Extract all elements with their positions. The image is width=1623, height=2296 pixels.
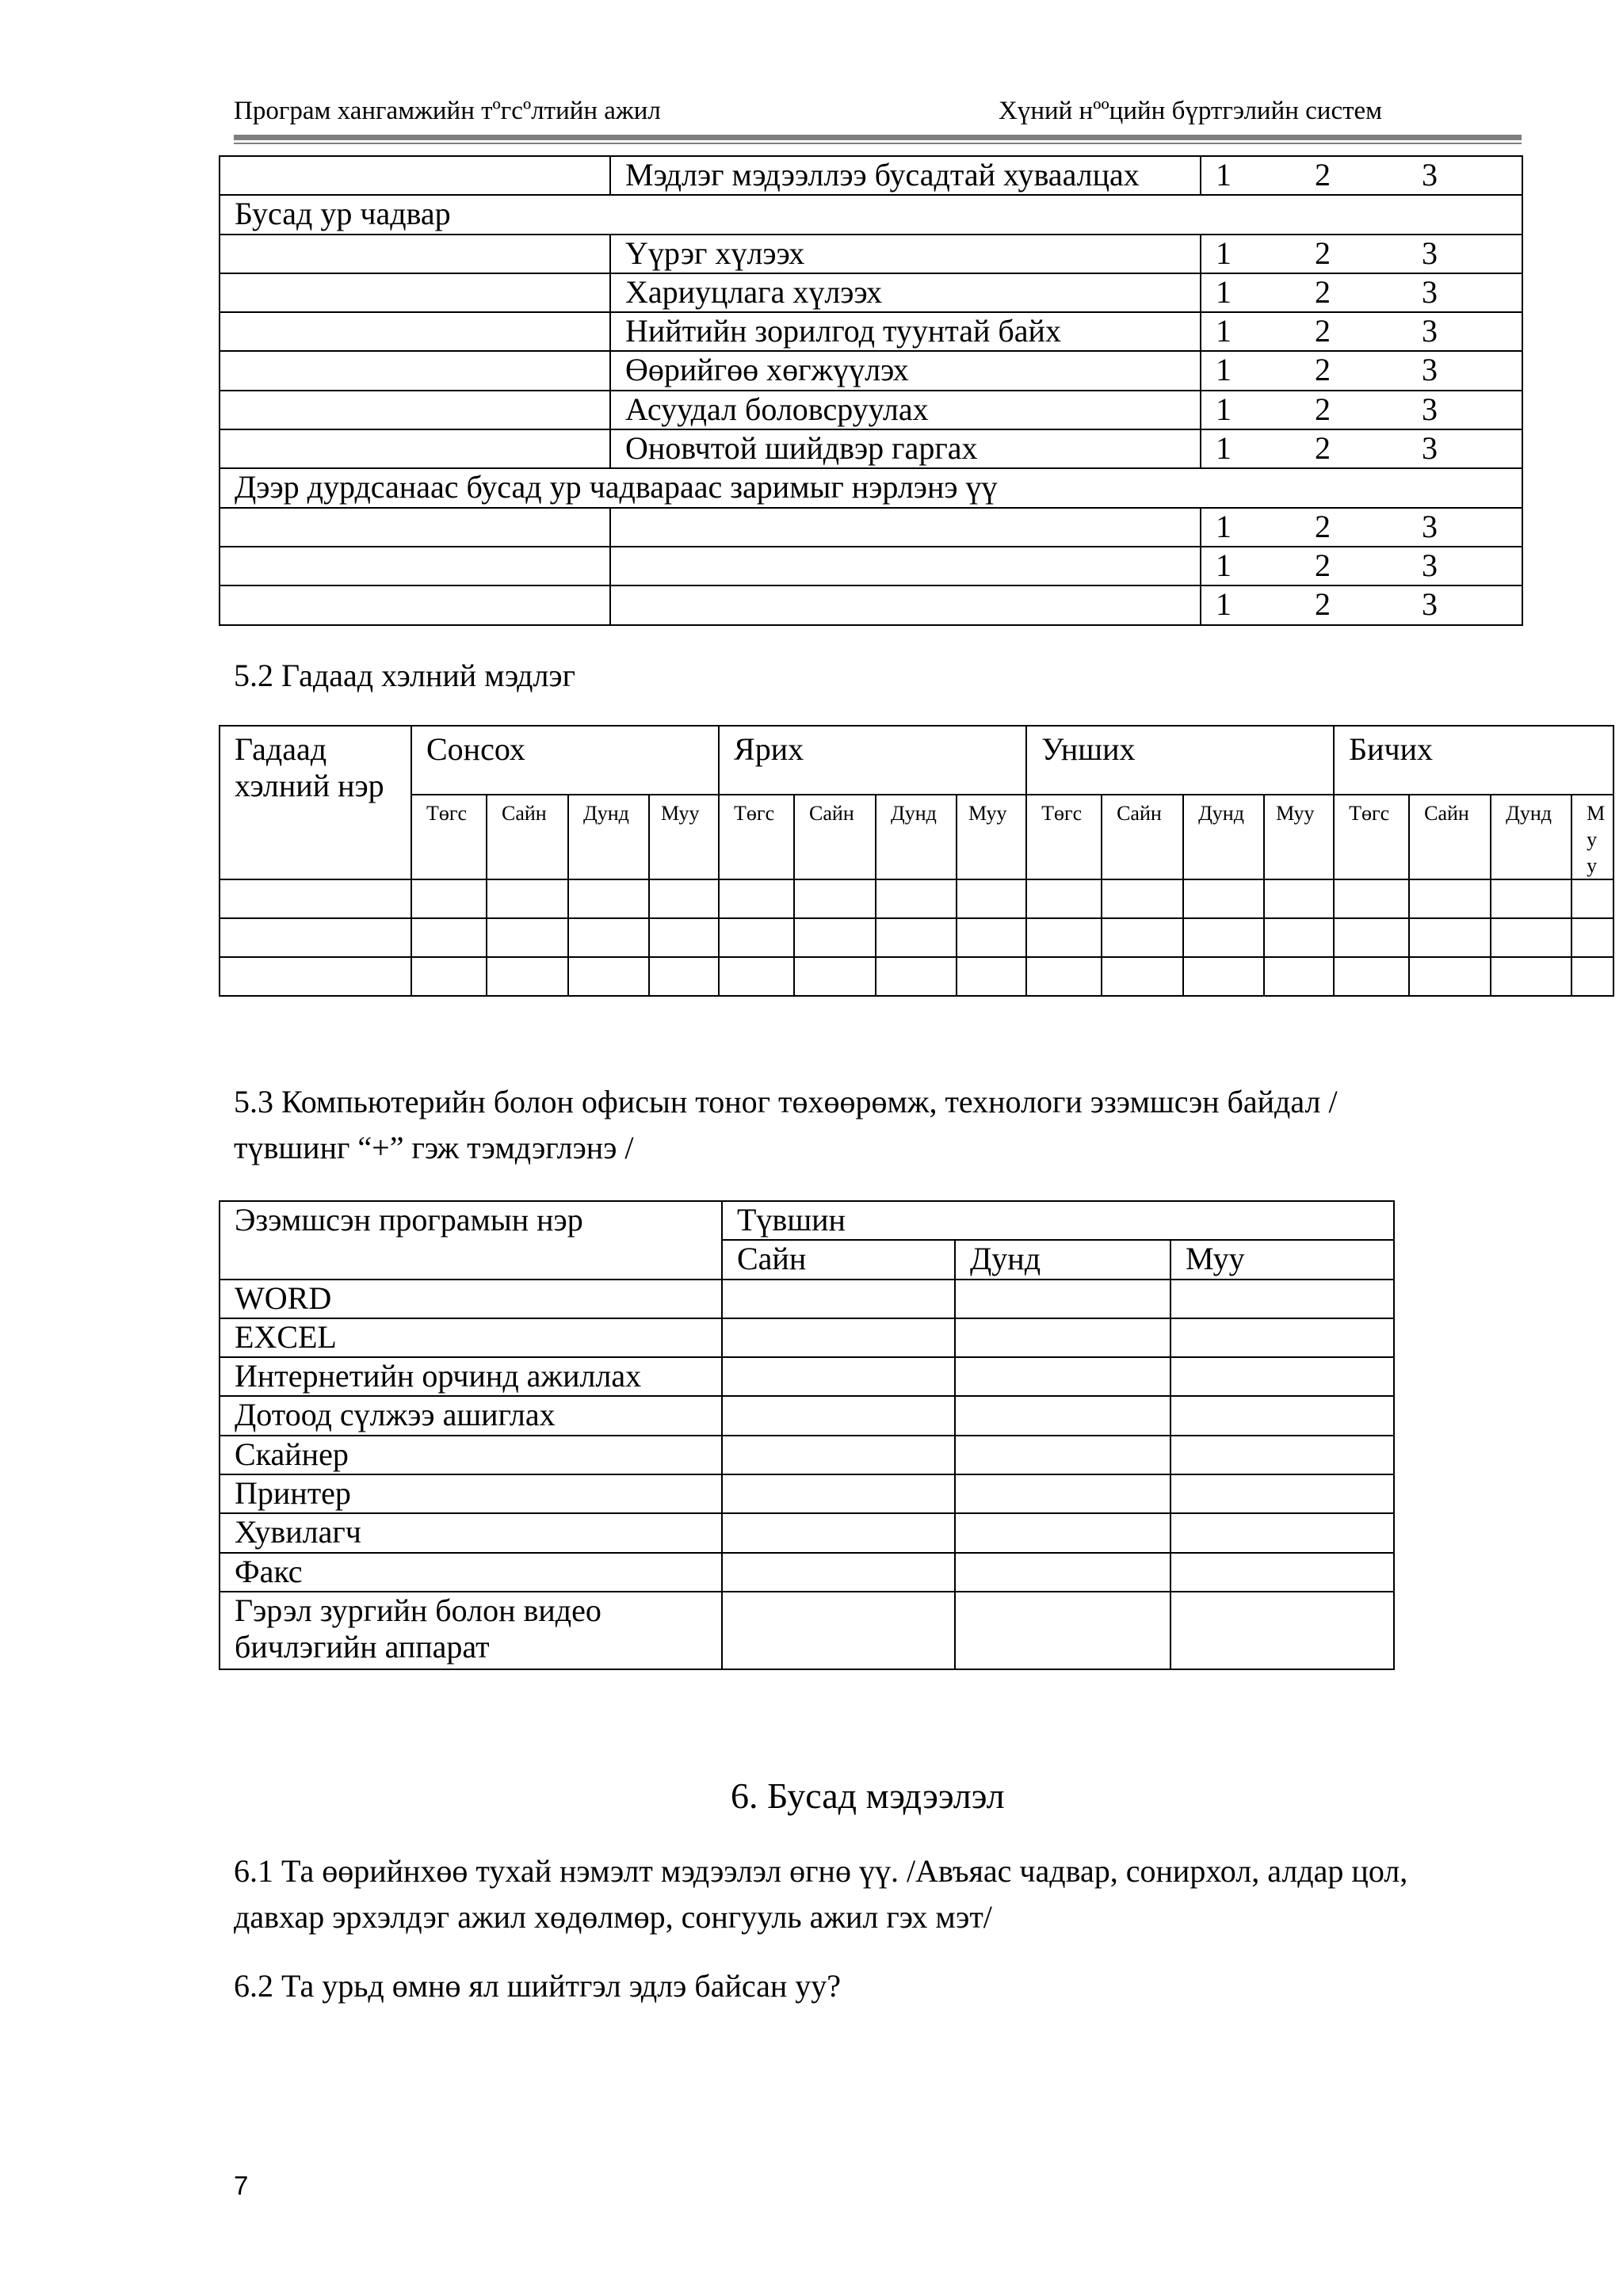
rating-2: 2	[1315, 430, 1331, 467]
table-row	[220, 1592, 1394, 1669]
table-row	[220, 1396, 1394, 1435]
table-cell	[1264, 879, 1334, 918]
level-poor: Муу	[1170, 1240, 1394, 1279]
table-cell	[794, 918, 876, 957]
table-cell	[955, 1474, 1170, 1513]
table-cell	[1170, 1474, 1394, 1513]
table-cell	[1102, 879, 1183, 918]
table-cell	[1102, 957, 1183, 996]
level-good: Сайн	[1409, 795, 1491, 879]
rating-3: 3	[1422, 547, 1438, 583]
table-cell	[220, 312, 610, 351]
page-number: 7	[234, 2171, 249, 2200]
table-cell	[568, 957, 649, 996]
table-cell	[1170, 1318, 1394, 1357]
header-rule	[234, 135, 1522, 140]
table-cell	[1571, 879, 1613, 918]
level-poor: Муу	[1571, 795, 1613, 879]
table-cell	[955, 1318, 1170, 1357]
rating-scale	[1201, 312, 1522, 351]
rating-3: 3	[1422, 586, 1438, 623]
table-cell	[955, 1357, 1170, 1396]
rating-3: 3	[1422, 235, 1438, 271]
table-cell	[411, 879, 487, 918]
table-cell	[649, 879, 719, 918]
table-cell	[719, 918, 794, 957]
table-cell	[1409, 879, 1491, 918]
table-cell	[722, 1513, 955, 1552]
program-name: Скайнер	[220, 1436, 722, 1474]
header-right-text: Хүний нººцийн бүртгэлийн систем	[999, 97, 1383, 125]
table-cell	[649, 918, 719, 957]
table-cell	[649, 957, 719, 996]
skill-label: Мэдлэг мэдээллээ бусадтай хуваалцах	[610, 156, 1201, 195]
table-row	[220, 918, 1613, 957]
table-cell	[1170, 1436, 1394, 1474]
table-cell	[876, 879, 957, 918]
skill-label: Үүрэг хүлээх	[610, 235, 1201, 273]
rating-2: 2	[1315, 586, 1331, 623]
level-average: Дунд	[1491, 795, 1571, 879]
table-row	[220, 547, 1522, 585]
table-cell	[1571, 918, 1613, 957]
table-cell	[1491, 918, 1571, 957]
table-cell	[220, 273, 610, 312]
table-row	[220, 1201, 1394, 1240]
table-cell	[220, 547, 610, 585]
rating-3: 3	[1422, 157, 1438, 193]
rating-2: 2	[1315, 235, 1331, 271]
table-cell	[719, 879, 794, 918]
table-cell	[220, 391, 610, 429]
reading-header: Унших	[1026, 726, 1334, 795]
program-name	[220, 1592, 722, 1669]
rating-scale	[1201, 585, 1522, 624]
rating-1: 1	[1216, 352, 1232, 388]
rating-1: 1	[1216, 508, 1232, 544]
table-cell	[1334, 957, 1409, 996]
skills-table	[219, 155, 1523, 626]
table-cell	[220, 156, 610, 195]
table-row	[220, 1357, 1394, 1396]
speaking-header: Ярих	[719, 726, 1026, 795]
table-row	[220, 1474, 1394, 1513]
table-cell	[220, 429, 610, 468]
table-cell	[487, 879, 568, 918]
rating-scale	[1201, 156, 1522, 195]
rating-2: 2	[1315, 313, 1331, 349]
level-header: Түвшин	[722, 1201, 1394, 1240]
table-cell	[722, 1474, 955, 1513]
table-cell	[487, 957, 568, 996]
skill-label: Оновчтой шийдвэр гаргах	[610, 429, 1201, 468]
table-cell	[487, 918, 568, 957]
table-cell	[1491, 879, 1571, 918]
program-name: EXCEL	[220, 1318, 722, 1357]
table-row	[220, 273, 1522, 312]
skill-label: Хариуцлага хүлээх	[610, 273, 1201, 312]
table-cell	[610, 585, 1201, 624]
table-cell	[722, 1553, 955, 1592]
table-cell	[957, 879, 1026, 918]
level-good: Сайн	[794, 795, 876, 879]
page-header	[234, 97, 1522, 144]
rating-1: 1	[1216, 586, 1232, 623]
program-name: Дотоод сүлжээ ашиглах	[220, 1396, 722, 1435]
table-cell	[957, 957, 1026, 996]
table-cell	[1334, 918, 1409, 957]
table-cell	[1183, 918, 1264, 957]
table-row	[220, 795, 1613, 879]
table-cell	[1409, 918, 1491, 957]
section-5-3-title-line1: 5.3 Компьютерийн болон офисын тоног төхөөрөмж, технологи эзэмшсэн байдал /	[234, 1084, 1338, 1119]
table-cell	[1264, 918, 1334, 957]
table-cell	[1170, 1592, 1394, 1669]
skill-label: Нийтийн зорилгод туунтай байх	[610, 312, 1201, 351]
table-cell	[220, 879, 411, 918]
section-5-2-title: 5.2 Гадаад хэлний мэдлэг	[234, 658, 575, 693]
table-cell	[220, 957, 411, 996]
table-cell	[719, 957, 794, 996]
rating-2: 2	[1315, 508, 1331, 544]
table-cell	[722, 1592, 955, 1669]
rating-2: 2	[1315, 391, 1331, 427]
table-cell	[722, 1318, 955, 1357]
table-cell	[1183, 879, 1264, 918]
table-cell	[1170, 1280, 1394, 1318]
level-excellent: Төгс	[411, 795, 487, 879]
level-excellent: Төгс	[719, 795, 794, 879]
level-good: Сайн	[487, 795, 568, 879]
rating-1: 1	[1216, 547, 1232, 583]
table-cell	[568, 918, 649, 957]
program-name-line2: бичлэгийн аппарат	[235, 1628, 490, 1665]
rating-1: 1	[1216, 157, 1232, 193]
table-row	[220, 879, 1613, 918]
table-row	[220, 1553, 1394, 1592]
rating-scale	[1201, 273, 1522, 312]
table-row	[220, 351, 1522, 390]
table-row	[220, 585, 1522, 624]
table-cell	[1026, 918, 1102, 957]
table-row	[220, 156, 1522, 195]
question-6-1-line2: давхар эрхэлдэг ажил хөдөлмөр, сонгууль ажил гэх мэт/	[234, 1899, 992, 1935]
table-cell	[957, 918, 1026, 957]
rating-1: 1	[1216, 313, 1232, 349]
table-cell	[722, 1357, 955, 1396]
table-cell	[955, 1396, 1170, 1435]
table-cell	[411, 957, 487, 996]
question-6-1-line1: 6.1 Та өөрийнхөө тухай нэмэлт мэдээлэл өгнө үү. /Авъяас чадвар, сонирхол, алдар цол,	[234, 1853, 1408, 1889]
level-excellent: Төгс	[1026, 795, 1102, 879]
other-skills-heading: Бусад ур чадвар	[220, 195, 1522, 234]
table-cell	[794, 879, 876, 918]
table-row	[220, 1436, 1394, 1474]
level-poor: Муу	[957, 795, 1026, 879]
table-cell	[1409, 957, 1491, 996]
rating-scale	[1201, 391, 1522, 429]
level-poor: Муу	[649, 795, 719, 879]
level-excellent: Төгс	[1334, 795, 1409, 879]
program-name: Принтер	[220, 1474, 722, 1513]
table-cell	[1183, 957, 1264, 996]
table-cell	[1491, 957, 1571, 996]
table-cell	[1170, 1513, 1394, 1552]
level-poor: Муу	[1264, 795, 1334, 879]
level-average: Дунд	[955, 1240, 1170, 1279]
table-cell	[220, 351, 610, 390]
table-cell	[1170, 1553, 1394, 1592]
program-name-header: Эзэмшсэн програмын нэр	[220, 1201, 722, 1280]
level-average: Дунд	[568, 795, 649, 879]
rating-1: 1	[1216, 235, 1232, 271]
table-row	[220, 1513, 1394, 1552]
rating-1: 1	[1216, 430, 1232, 467]
table-cell	[220, 508, 610, 547]
table-cell	[1102, 918, 1183, 957]
skill-label: Асуудал боловсруулах	[610, 391, 1201, 429]
table-cell	[220, 235, 610, 273]
rating-scale	[1201, 547, 1522, 585]
rating-3: 3	[1422, 313, 1438, 349]
table-cell	[794, 957, 876, 996]
program-name-line1: Гэрэл зургийн болон видео	[235, 1592, 601, 1628]
rating-scale	[1201, 351, 1522, 390]
table-cell	[1334, 879, 1409, 918]
computer-skills-table	[219, 1200, 1395, 1670]
table-cell	[722, 1396, 955, 1435]
rating-2: 2	[1315, 273, 1331, 310]
table-row	[220, 391, 1522, 429]
table-cell	[568, 879, 649, 918]
table-row	[220, 429, 1522, 468]
table-cell	[1170, 1357, 1394, 1396]
rating-2: 2	[1315, 157, 1331, 193]
header-rule-thin	[234, 143, 1522, 144]
table-row	[220, 957, 1613, 996]
language-name-header: Гадаад хэлний нэр	[220, 726, 411, 879]
table-cell	[411, 918, 487, 957]
table-cell	[1170, 1396, 1394, 1435]
rating-3: 3	[1422, 508, 1438, 544]
section-6-title: 6. Бусад мэдээлэл	[731, 1775, 1005, 1816]
table-row	[220, 235, 1522, 273]
level-average: Дунд	[876, 795, 957, 879]
table-row	[220, 1318, 1394, 1357]
table-cell	[722, 1436, 955, 1474]
table-row	[220, 468, 1522, 507]
table-row	[220, 726, 1613, 795]
extra-skills-heading: Дээр дурдсанаас бусад ур чадвараас заримыг нэрлэнэ үү	[220, 468, 1522, 507]
table-cell	[610, 508, 1201, 547]
level-good: Сайн	[722, 1240, 955, 1279]
rating-2: 2	[1315, 352, 1331, 388]
table-cell	[955, 1592, 1170, 1669]
level-average: Дунд	[1183, 795, 1264, 879]
writing-header: Бичих	[1334, 726, 1613, 795]
language-table	[219, 725, 1614, 997]
table-cell	[955, 1436, 1170, 1474]
table-row	[220, 195, 1522, 234]
table-cell	[1026, 879, 1102, 918]
rating-1: 1	[1216, 273, 1232, 310]
table-cell	[1026, 957, 1102, 996]
level-good: Сайн	[1102, 795, 1183, 879]
table-cell	[722, 1280, 955, 1318]
table-cell	[876, 918, 957, 957]
skill-label: Өөрийгөө хөгжүүлэх	[610, 351, 1201, 390]
table-cell	[955, 1553, 1170, 1592]
table-cell	[220, 918, 411, 957]
program-name: Хувилагч	[220, 1513, 722, 1552]
question-6-2: 6.2 Та урьд өмнө ял шийтгэл эдлэ байсан уу?	[234, 1968, 842, 2004]
program-name: WORD	[220, 1280, 722, 1318]
table-row	[220, 1280, 1394, 1318]
rating-scale	[1201, 508, 1522, 547]
rating-1: 1	[1216, 391, 1232, 427]
table-row	[220, 312, 1522, 351]
program-name: Факс	[220, 1553, 722, 1592]
table-cell	[610, 547, 1201, 585]
rating-scale	[1201, 235, 1522, 273]
table-cell	[876, 957, 957, 996]
table-cell	[220, 585, 610, 624]
rating-3: 3	[1422, 273, 1438, 310]
rating-3: 3	[1422, 391, 1438, 427]
rating-scale	[1201, 429, 1522, 468]
header-left-text: Програм хангамжийн тºгсºлтийн ажил	[234, 97, 661, 125]
rating-2: 2	[1315, 547, 1331, 583]
table-row	[220, 508, 1522, 547]
table-cell	[1571, 957, 1613, 996]
table-cell	[1264, 957, 1334, 996]
program-name: Интернетийн орчинд ажиллах	[220, 1357, 722, 1396]
table-cell	[955, 1280, 1170, 1318]
table-cell	[955, 1513, 1170, 1552]
rating-3: 3	[1422, 352, 1438, 388]
section-5-3-title-line2: түвшинг “+” гэж тэмдэглэнэ /	[234, 1130, 634, 1165]
listening-header: Сонсох	[411, 726, 719, 795]
rating-3: 3	[1422, 430, 1438, 467]
